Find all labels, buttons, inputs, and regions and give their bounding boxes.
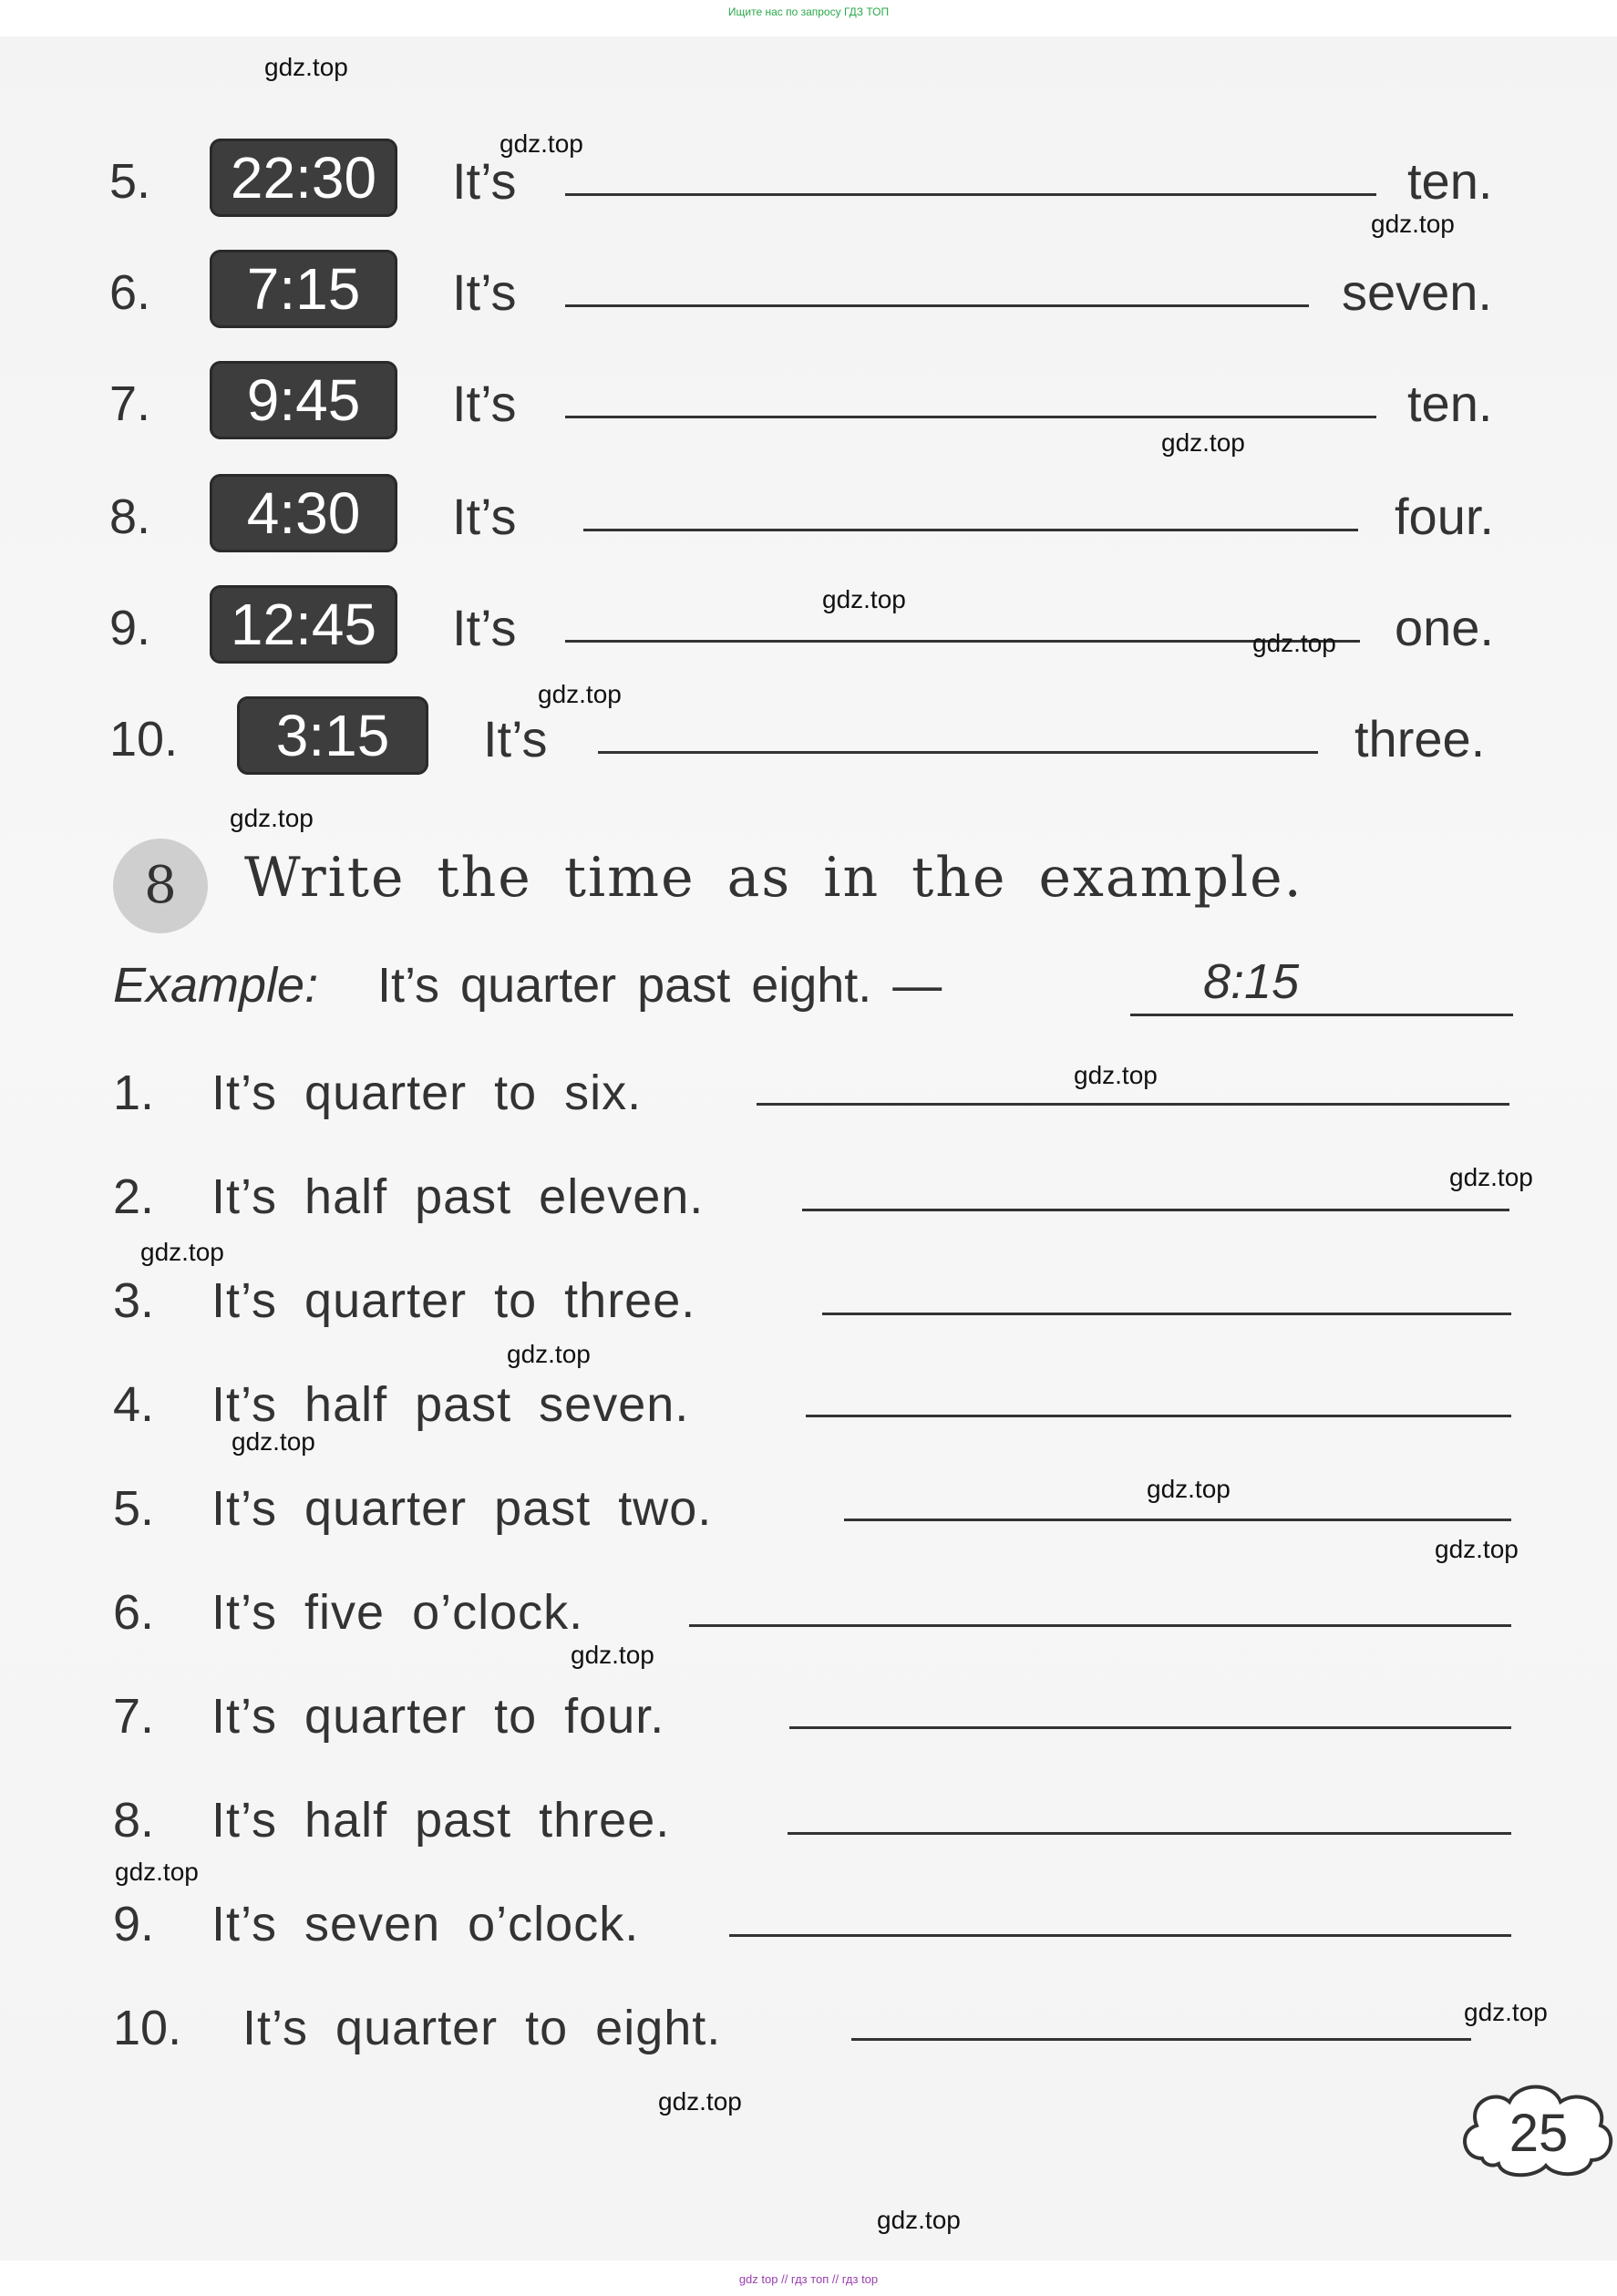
watermark-text: gdz.top	[658, 2087, 742, 2116]
end-word: one.	[1395, 599, 1494, 656]
task-number: 8	[144, 856, 177, 915]
time-phrase: It’s half past seven.	[211, 1377, 690, 1432]
watermark-text: gdz.top	[1464, 1998, 1548, 2026]
page-number-badge	[1455, 2075, 1617, 2184]
item-number: 7.	[113, 1689, 155, 1744]
time-badge: 3:15	[237, 696, 428, 775]
header-note: Ищите нас по запросу ГДЗ ТОП	[727, 5, 890, 18]
time-badge: 12:45	[210, 585, 397, 664]
answer-blank[interactable]	[583, 529, 1358, 531]
item-number: 4.	[113, 1377, 155, 1432]
its-label: It’s	[452, 263, 517, 321]
time-badge: 9:45	[210, 361, 397, 439]
example-label: Example:	[113, 958, 319, 1013]
item-number: 5.	[109, 154, 151, 209]
watermark-text: gdz.top	[877, 2206, 961, 2234]
watermark-text: gdz.top	[1435, 1535, 1519, 1563]
watermark-text: gdz.top	[1074, 1061, 1158, 1089]
item-number: 10.	[109, 712, 179, 767]
watermark-text: gdz.top	[1371, 210, 1455, 238]
its-label: It’s	[452, 152, 517, 210]
answer-blank[interactable]	[802, 1209, 1509, 1211]
item-number: 9.	[113, 1897, 155, 1951]
watermark-text: gdz.top	[230, 804, 314, 832]
answer-blank[interactable]	[565, 640, 1360, 643]
answer-blank[interactable]	[806, 1415, 1511, 1417]
answer-blank[interactable]	[822, 1313, 1511, 1315]
end-word: ten.	[1407, 375, 1493, 432]
time-phrase: It’s seven o’clock.	[211, 1897, 640, 1951]
answer-blank[interactable]	[565, 304, 1309, 307]
item-number: 1.	[113, 1066, 155, 1120]
answer-blank[interactable]	[565, 416, 1376, 418]
time-badge: 22:30	[210, 139, 397, 217]
time-badge: 7:15	[210, 250, 397, 328]
item-number: 9.	[109, 601, 151, 655]
answer-blank[interactable]	[729, 1934, 1511, 1937]
watermark-text: gdz.top	[1252, 629, 1336, 657]
item-number: 3.	[113, 1273, 155, 1328]
watermark-text: gdz.top	[264, 53, 348, 81]
watermark-text: gdz.top	[538, 680, 622, 708]
watermark-text: gdz.top	[822, 585, 906, 613]
watermark-text: gdz.top	[1161, 428, 1245, 457]
its-label: It’s	[452, 599, 517, 656]
time-phrase: It’s quarter to three.	[211, 1273, 696, 1328]
answer-blank[interactable]	[598, 751, 1318, 754]
time-phrase: It’s half past eleven.	[211, 1169, 705, 1224]
item-number: 5.	[113, 1481, 155, 1536]
time-phrase: It’s quarter to eight.	[242, 2001, 722, 2055]
answer-blank[interactable]	[689, 1624, 1511, 1627]
answer-blank[interactable]	[844, 1519, 1511, 1521]
answer-blank[interactable]	[757, 1103, 1509, 1106]
watermark-text: gdz.top	[500, 129, 583, 158]
item-number: 7.	[109, 376, 151, 431]
example-answer: 8:15	[1203, 954, 1300, 1009]
time-phrase: It’s quarter to six.	[211, 1066, 643, 1120]
answer-blank[interactable]	[789, 1726, 1511, 1729]
watermark-text: gdz.top	[115, 1858, 199, 1886]
end-word: seven.	[1342, 263, 1492, 321]
watermark-text: gdz.top	[507, 1340, 591, 1368]
its-label: It’s	[483, 710, 548, 767]
item-number: 2.	[113, 1169, 155, 1224]
task-title: Write the time as in the example.	[244, 846, 1303, 910]
watermark-text: gdz.top	[140, 1238, 224, 1266]
time-phrase: It’s quarter past two.	[211, 1481, 713, 1536]
time-phrase: It’s five o’clock.	[211, 1585, 584, 1640]
its-label: It’s	[452, 488, 517, 545]
item-number: 8.	[113, 1793, 155, 1848]
example-text: It’s quarter past eight. —	[377, 958, 942, 1013]
time-phrase: It’s quarter to four.	[211, 1689, 665, 1744]
watermark-text: gdz.top	[232, 1427, 315, 1456]
time-phrase: It’s half past three.	[211, 1793, 671, 1848]
item-number: 6.	[109, 265, 151, 320]
end-word: ten.	[1407, 152, 1493, 210]
answer-blank[interactable]	[788, 1832, 1511, 1835]
watermark-text: gdz.top	[1449, 1163, 1533, 1191]
its-label: It’s	[452, 375, 517, 432]
example-line	[1130, 1014, 1513, 1016]
item-number: 6.	[113, 1585, 155, 1640]
time-badge: 4:30	[210, 474, 397, 552]
watermark-text: gdz.top	[1147, 1475, 1231, 1503]
end-word: four.	[1395, 488, 1494, 545]
answer-blank[interactable]	[851, 2038, 1471, 2041]
item-number: 8.	[109, 489, 151, 544]
watermark-text: gdz.top	[571, 1641, 654, 1669]
page-number: 25	[1509, 2104, 1569, 2163]
answer-blank[interactable]	[565, 193, 1376, 196]
footer-note: gdz top // гдз топ // гдз top	[738, 2272, 879, 2286]
end-word: three.	[1354, 710, 1486, 767]
item-number: 10.	[113, 2001, 182, 2055]
